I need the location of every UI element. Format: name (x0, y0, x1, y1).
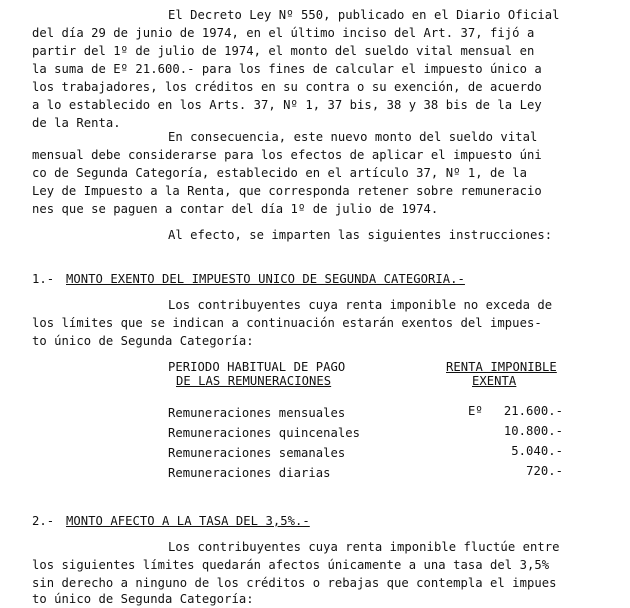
s2-body-line-1: Los contribuyentes cuya renta imponible fluctúe entre (168, 540, 560, 554)
table-header-left-1: PERIODO HABITUAL DE PAGO (168, 360, 346, 374)
table-row-1-label: Remuneraciones mensuales (168, 406, 346, 420)
p2-line-5: nes que se paguen a contar del día 1º de julio de 1974. (32, 202, 439, 216)
s1-body-line-1: Los contribuyentes cuya renta imponible no exceda de (168, 298, 553, 312)
p1-line-7: de la Renta. (32, 116, 121, 130)
p1-line-3: partir del 1º de julio de 1974, el monto del sueldo vital mensual en (32, 44, 535, 58)
table-row-2-amount: 10.800.- (503, 424, 563, 438)
p2-line-4: Ley de Impuesto a la Renta, que corresponda retener sobre remuneracio (32, 184, 542, 198)
section-1-title: MONTO EXENTO DEL IMPUESTO UNICO DE SEGUNDA CATEGORIA.- (66, 272, 465, 286)
section-2-number: 2.- (32, 514, 55, 528)
table-header-right-2: EXENTA (472, 374, 517, 388)
table-header-left-2: DE LAS REMUNERACIONES (176, 374, 332, 388)
s2-body-line-3: sin derecho a ninguno de los créditos o rebajas que contempla el impues (32, 576, 557, 590)
table-header-right-1: RENTA IMPONIBLE (446, 360, 557, 374)
p1-line-4: la suma de Eº 21.600.- para los fines de calcular el impuesto único a (32, 62, 542, 76)
s1-body-line-2: los límites que se indican a continuación estarán exentos del impues- (32, 316, 542, 330)
table-row-4-label: Remuneraciones diarias (168, 466, 331, 480)
table-row-3-amount: 5.040.- (511, 444, 563, 458)
section-2-title: MONTO AFECTO A LA TASA DEL 3,5%.- (66, 514, 310, 528)
p2-line-1: En consecuencia, este nuevo monto del sueldo vital (168, 130, 538, 144)
p2-line-3: co de Segunda Categoría, establecido en el artículo 37, Nº 1, de la (32, 166, 527, 180)
table-row-2-label: Remuneraciones quincenales (168, 426, 361, 440)
p2-line-2: mensual debe considerarse para los efectos de aplicar el impuesto úni (32, 148, 542, 162)
p1-line-5: los trabajadores, los créditos en su contra o su exención, de acuerdo (32, 80, 542, 94)
table-row-4-amount: 720.- (526, 464, 563, 478)
section-1-number: 1.- (32, 272, 55, 286)
table-row-3-label: Remuneraciones semanales (168, 446, 346, 460)
p1-line-1: El Decreto Ley Nº 550, publicado en el Diario Oficial (168, 8, 560, 22)
s2-body-line-4: to único de Segunda Categoría: (32, 592, 254, 606)
table-row-1-amount: 21.600.- (503, 404, 563, 418)
instructions-intro: Al efecto, se imparten las siguientes instrucciones: (168, 228, 553, 242)
s1-body-line-3: to único de Segunda Categoría: (32, 334, 254, 348)
p1-line-2: del día 29 de junio de 1974, en el último inciso del Art. 37, fijó a (32, 26, 535, 40)
s2-body-line-2: los siguientes límites quedarán afectos únicamente a una tasa del 3,5% (32, 558, 550, 572)
p1-line-6: a lo establecido en los Arts. 37, Nº 1, 37 bis, 38 y 38 bis de la Ley (32, 98, 542, 112)
table-row-1-currency: Eº (468, 404, 483, 418)
